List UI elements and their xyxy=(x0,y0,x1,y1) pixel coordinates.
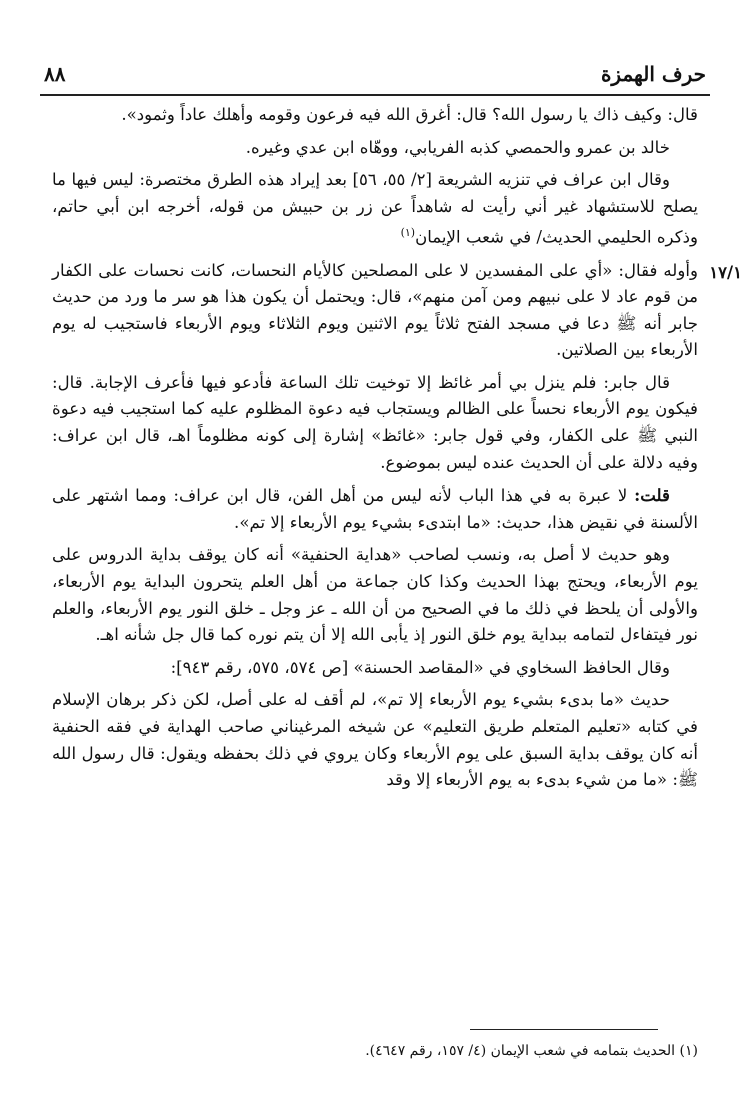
page-header xyxy=(40,58,710,96)
paragraph-3 xyxy=(52,167,698,251)
paragraph-1: قال: وكيف ذاك يا رسول الله؟ قال: أغرق الله فيه فرعون وقومه وأهلك عاداً وثمود». xyxy=(121,105,698,124)
paragraph-8: وقال الحافظ السخاوي في «المقاصد الحسنة» [ص ٥٧٤، ٥٧٥، رقم ٩٤٣]: xyxy=(170,657,670,677)
hadith-number: ١٧/١ xyxy=(709,262,742,282)
paragraph-2: خالد بن عمرو والحمصي كذبه الفريابي، ووهّاه ابن عدي وغيره. xyxy=(245,137,670,157)
paragraph-3-text: وقال ابن عراف في تنزيه الشريعة [٢/ ٥٥، ٥٦] بعد إيراد هذه الطرق مختصرة: ليس فيها ما يصلح للاستشهاد غير أني رأيت له شاهداً عن زر بن حبيش من قوله، أخرجه ابن أبي حاتم، وذكره الحليمي الحديث/ في شعب الإيمان xyxy=(52,170,698,247)
chapter-title: حرف الهمزة xyxy=(600,62,706,86)
main-text xyxy=(52,102,698,800)
footnote: (١) الحديث بتمامه في شعب الإيمان (٤/ ١٥٧، رقم ٤٦٤٧). xyxy=(365,1043,698,1059)
paragraph-9: حديث «ما بدىء بشيء يوم الأربعاء إلا تم»، لم أقف له على أصل، لكن ذكر برهان الإسلام في كتابه «تعليم المتعلم طريق التعليم» عن شيخه المرغيناني صاحب الهداية في فقه الحنفية أنه كان يوقف بداية السبق على يوم الأربعاء وكان يروي في ذلك بحفظه ويقول: قال رسول الله ﷺ: «ما من شيء بدىء به يوم الأربعاء إلا وقد xyxy=(52,690,698,790)
paragraph-6 xyxy=(52,482,698,536)
footnote-divider xyxy=(470,1029,658,1030)
paragraph-5: قال جابر: فلم ينزل بي أمر غائظ إلا توخيت تلك الساعة فأدعو فيها فأعرف الإجابة. قال: فيكون يوم الأربعاء نحساً على الظالم ويستجاب فيه دعوة المظلوم عليه كما استجيب فيه دعوة النبي ﷺ على الكفار، وفي قول جابر: «غائظ» إشارة إلى كونه مظلوماً اهـ، قال ابن عراف: وفيه دلالة على أن الحديث عنده ليس بموضوع. xyxy=(52,372,698,472)
paragraph-7: وهو حديث لا أصل به، ونسب لصاحب «هداية الحنفية» أنه كان يوقف بداية الدروس على يوم الأربعاء، ويحتج بهذا الحديث وكذا كان جماعة من أهل العلم يتحرون البداية يوم الأربعاء، والأولى أن يلحظ في ذلك ما في الصحيح من أن الله ـ عز وجل ـ خلق النور يوم الأربعاء، والعلم نور فيتفاءل لتمامه ببداية يوم خلق النور إذ يأبى الله إلا أن يتم نوره كما قال جل شأنه اهـ. xyxy=(52,545,698,645)
footnote-ref: (١) xyxy=(400,226,416,240)
paragraph-4: وأوله فقال: «أي على المفسدين لا على المصلحين كالأيام النحسات، كانت نحسات على الكفار من قوم عاد لا على نبيهم ومن آمن منهم»، قال: ويحتمل أن يكون هذا هو سر ما ورد من حديث جابر أنه ﷺ دعا في مسجد الفتح ثلاثاً يوم الاثنين ويوم الثلاثاء ويوم الأربعاء فاستجيب له يوم الأربعاء بين الصلاتين. xyxy=(52,260,698,360)
paragraph-6-text: لا عبرة به في هذا الباب لأنه ليس من أهل الفن، قال ابن عراف: ومما اشتهر على الألسنة في نقيض هذا، حديث: «ما ابتدىء بشيء يوم الأربعاء إلا تم». xyxy=(52,486,698,532)
qult-label: قلت: xyxy=(634,485,670,506)
page-number: ٨٨ xyxy=(44,62,66,86)
